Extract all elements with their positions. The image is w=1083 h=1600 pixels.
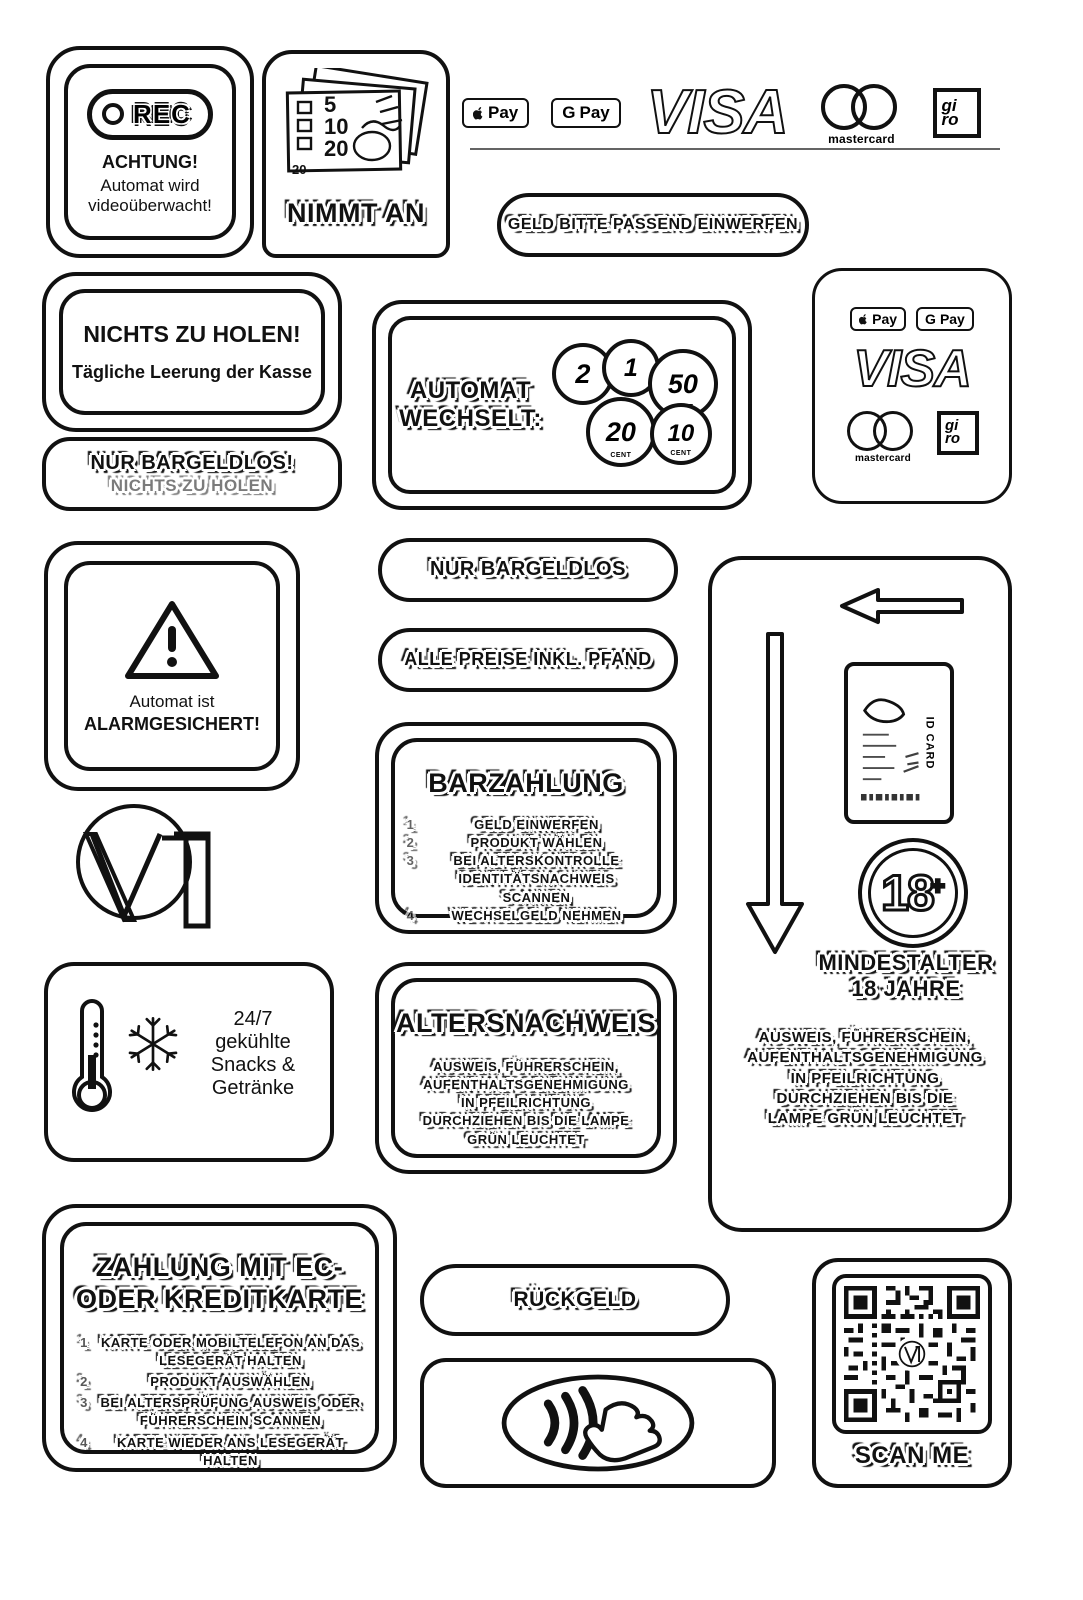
step-text: PRODUKT WÄHLEN <box>470 835 603 851</box>
cash-accepted-inner <box>266 54 446 254</box>
list-item <box>78 1394 361 1430</box>
apple-pay-logo <box>850 307 906 331</box>
nothing-to-steal-subline: Tägliche Leerung der Kasse <box>71 362 313 382</box>
contactless-payment-icon <box>483 1371 713 1475</box>
cashless-only-pill-label: NUR BARGELDLOS <box>430 558 626 581</box>
min-age-line2: 18 JAHRE <box>851 975 961 1001</box>
list-item <box>405 907 647 925</box>
warning-triangle-icon <box>124 598 220 682</box>
coin-10-cent <box>650 403 712 465</box>
coin-20-cent-value: 20 <box>605 416 636 447</box>
mastercard-label: mastercard <box>855 452 911 464</box>
change-coins-inner <box>388 316 736 494</box>
step-text: BEI ALTERSPRÜFUNG AUSWEIS ODER FÜHRERSCHEIN SCANNEN <box>100 1395 361 1429</box>
age-proof-line-4: DURCHZIEHEN BIS DIE LAMPE <box>422 1113 630 1129</box>
cash-payment-title: BARZAHLUNG <box>428 768 624 798</box>
video-warning-line2: Automat wird <box>100 175 200 195</box>
step-number: 4 <box>406 907 415 923</box>
google-pay-label: Pay <box>579 103 610 122</box>
min-age-line1: MINDESTALTER <box>818 950 994 975</box>
age-verification-line-5: LAMPE GRÜN LEUCHTET <box>767 1110 963 1127</box>
qr-code-box[interactable] <box>832 1274 992 1434</box>
alarm-line2: ALARMGESICHERT! <box>84 713 260 734</box>
step-number: 3 <box>406 853 415 869</box>
visa-logo: VISA <box>853 340 971 399</box>
top-divider <box>470 148 1000 150</box>
cashless-only-left-sticker <box>42 437 342 511</box>
apple-icon <box>473 107 484 120</box>
mastercard-circle-right <box>851 84 897 130</box>
girocard-bottom: ro <box>941 110 959 129</box>
age-verification-line-1: AUSWEIS, FÜHRERSCHEIN, <box>758 1029 972 1046</box>
cashless-only-left-line2: NICHTS ZU HOLEN <box>110 476 274 496</box>
card-payment-sticker <box>42 1204 397 1472</box>
banknotes-icon <box>276 68 436 196</box>
qr-scan-caption: SCAN ME <box>854 1442 970 1469</box>
step-number: 4 <box>80 1434 88 1450</box>
girocard-bottom: ro <box>945 429 960 447</box>
card-payment-title-line2: ODER KREDITKARTE <box>75 1283 363 1314</box>
cash-accepted-caption: NIMMT AN <box>287 198 425 228</box>
cashless-only-pill <box>378 538 678 602</box>
cash-payment-sticker <box>375 722 677 934</box>
coin-10-cent-unit: CENT <box>670 450 692 457</box>
cooled-snacks-sticker <box>44 962 334 1162</box>
top-payment-logo-row <box>462 72 1002 154</box>
video-surveillance-sticker <box>46 46 254 258</box>
age-verification-tall-sticker <box>708 556 1012 1232</box>
girocard-top: gi <box>945 417 959 435</box>
mastercard-label: mastercard <box>828 132 895 146</box>
contactless-payment-inner <box>424 1362 772 1484</box>
right-payment-inner <box>815 271 1009 501</box>
card-payment-steps <box>64 1334 375 1470</box>
age-proof-title: ALTERSNACHWEIS <box>396 1008 656 1038</box>
deposit-included-inner <box>382 632 674 688</box>
rec-dot-icon <box>102 103 124 125</box>
alarm-sign-sticker <box>44 541 300 791</box>
girocard-top: gi <box>941 96 957 116</box>
contactless-payment-sticker <box>420 1358 776 1488</box>
change-coins-sticker <box>372 300 752 510</box>
nothing-to-steal-headline: NICHTS ZU HOLEN! <box>83 321 301 347</box>
step-text: BEI ALTERSKONTROLLE IDENTITÄTSNACHWEIS SCANNEN <box>453 853 620 905</box>
step-text: PRODUKT AUSWÄHLEN <box>150 1374 311 1390</box>
v1-logo-icon <box>62 800 232 930</box>
video-warning-line1: ACHTUNG! <box>102 151 198 172</box>
min-age-text-group <box>806 950 1006 1002</box>
step-number: 1 <box>406 816 415 832</box>
age-proof-line-2: AUFENTHALTSGENEHMIGUNG <box>423 1077 629 1093</box>
age-verification-inner <box>712 560 1008 1228</box>
age-18-plus: + <box>930 873 945 900</box>
swipe-direction-arrow-icon <box>836 586 966 631</box>
qr-center-logo <box>895 1337 929 1371</box>
age-proof-sticker <box>375 962 677 1174</box>
cooled-line1: 24/7 <box>233 1008 273 1030</box>
thermometer-icon <box>62 997 118 1127</box>
nothing-to-steal-sticker <box>42 272 342 432</box>
list-item <box>78 1434 361 1470</box>
svg-text:5: 5 <box>324 92 337 117</box>
card-payment-title-line1: ZAHLUNG MIT EC- <box>95 1252 344 1282</box>
apple-icon <box>859 314 868 325</box>
coin-50-cent-value: 50 <box>667 368 698 399</box>
list-item <box>405 834 647 852</box>
card-payment-inner <box>60 1222 379 1468</box>
step-text: KARTE ODER MOBILTELEFON AN DAS LESEGERÄT HALTEN <box>100 1334 361 1368</box>
age-proof-body <box>409 1058 644 1149</box>
id-card-icon <box>844 662 954 824</box>
v1-logo-icon <box>897 1339 927 1369</box>
age-verification-line-2: AUFENTHALTSGENEHMIGUNG <box>747 1049 983 1067</box>
qr-scan-inner <box>816 1262 1008 1484</box>
rec-badge <box>87 89 213 140</box>
list-item <box>405 816 647 834</box>
change-coins-title <box>399 377 542 434</box>
cash-accepted-sticker <box>262 50 450 258</box>
change-title-line1: AUTOMAT <box>409 376 532 404</box>
coin-2-euro-value: 2 <box>575 358 591 389</box>
list-item <box>78 1334 361 1370</box>
cashless-only-left-line1: NUR BARGELDLOS! <box>90 451 294 474</box>
google-pay-logo <box>916 307 974 331</box>
cashless-only-pill-inner <box>382 542 674 598</box>
alarm-sign-inner <box>64 561 280 771</box>
alarm-line1: Automat ist <box>129 691 215 711</box>
girocard-logo <box>937 411 979 455</box>
brand-logo-v1 <box>62 800 232 930</box>
qr-scan-sticker <box>812 1258 1012 1488</box>
step-text: KARTE WIEDER ANS LESEGERÄT HALTEN <box>116 1434 345 1468</box>
exact-money-label: GELD BITTE PASSEND EINWERFEN <box>507 215 799 233</box>
list-item <box>78 1373 361 1391</box>
list-item <box>405 852 647 907</box>
right-payment-sticker <box>812 268 1012 504</box>
visa-logo: VISA <box>646 78 788 147</box>
mastercard-logo <box>845 411 921 465</box>
exact-money-pill <box>497 193 809 257</box>
coin-1-euro-value: 1 <box>623 353 638 382</box>
cooled-snacks-text <box>190 1008 316 1116</box>
age-proof-inner <box>391 978 661 1158</box>
coin-10-cent-value: 10 <box>667 420 695 447</box>
age-18-number: 18 <box>881 865 933 921</box>
age-proof-line-3: IN PFEILRICHTUNG <box>460 1095 592 1111</box>
age-verification-line-3: IN PFEILRICHTUNG <box>790 1069 940 1087</box>
rec-label: REC <box>133 98 191 129</box>
apple-pay-logo <box>462 98 529 128</box>
cash-payment-steps <box>395 816 657 925</box>
google-pay-label: Pay <box>939 311 965 328</box>
age-proof-line-5: GRÜN LEUCHTET <box>467 1131 585 1147</box>
right-wallet-row <box>850 307 974 331</box>
change-return-pill <box>420 1264 730 1336</box>
mastercard-circle-right <box>873 411 913 451</box>
age-proof-line-1: AUSWEIS, FÜHRERSCHEIN, <box>433 1058 619 1074</box>
google-g-mark: G <box>562 103 576 122</box>
coin-cluster-icon <box>550 335 725 475</box>
exact-money-inner <box>501 197 805 253</box>
change-return-inner <box>424 1268 726 1332</box>
id-card-label: ID CARD <box>923 716 936 770</box>
coin-20-cent <box>586 397 656 467</box>
google-g-mark: G <box>925 311 936 328</box>
svg-text:20: 20 <box>292 162 307 177</box>
apple-pay-label: Pay <box>488 103 519 122</box>
right-card-marks-row <box>845 411 979 465</box>
change-return-label: RÜCKGELD <box>513 1287 637 1311</box>
video-warning-line3: videoüberwacht! <box>88 195 212 215</box>
coin-20-cent-unit: CENT <box>610 452 632 459</box>
deposit-included-label: ALLE PREISE INKL. PFAND <box>404 649 652 670</box>
step-number: 1 <box>80 1334 88 1350</box>
snowflake-icon <box>122 1013 184 1075</box>
step-text: GELD EINWERFEN <box>474 816 599 832</box>
age-verification-line-4: DURCHZIEHEN BIS DIE <box>776 1089 954 1107</box>
deposit-included-pill <box>378 628 678 692</box>
swipe-down-arrow-icon <box>740 630 810 965</box>
step-number: 2 <box>80 1374 88 1390</box>
change-title-line2: WECHSELT: <box>399 405 542 432</box>
cooled-snacks-inner <box>48 966 330 1158</box>
cash-payment-inner <box>391 738 661 923</box>
age-verification-body <box>736 1028 994 1129</box>
cashless-only-left-inner <box>46 441 338 507</box>
step-text: WECHSELGELD NEHMEN <box>451 907 622 923</box>
mastercard-logo <box>817 82 905 144</box>
cooled-line3: Snacks & Getränke <box>210 1054 296 1099</box>
svg-text:10: 10 <box>324 114 349 139</box>
cooled-line2: gekühlte <box>215 1031 291 1053</box>
google-pay-logo <box>551 98 620 128</box>
nothing-to-steal-inner <box>59 289 325 415</box>
thermometer-snowflake-group <box>62 997 184 1127</box>
age-18-badge <box>858 838 968 948</box>
apple-pay-label: Pay <box>872 311 898 328</box>
girocard-logo <box>933 88 981 138</box>
step-number: 2 <box>406 835 415 851</box>
step-number: 3 <box>80 1395 88 1411</box>
video-surveillance-inner <box>64 64 236 240</box>
svg-text:20: 20 <box>324 136 349 161</box>
